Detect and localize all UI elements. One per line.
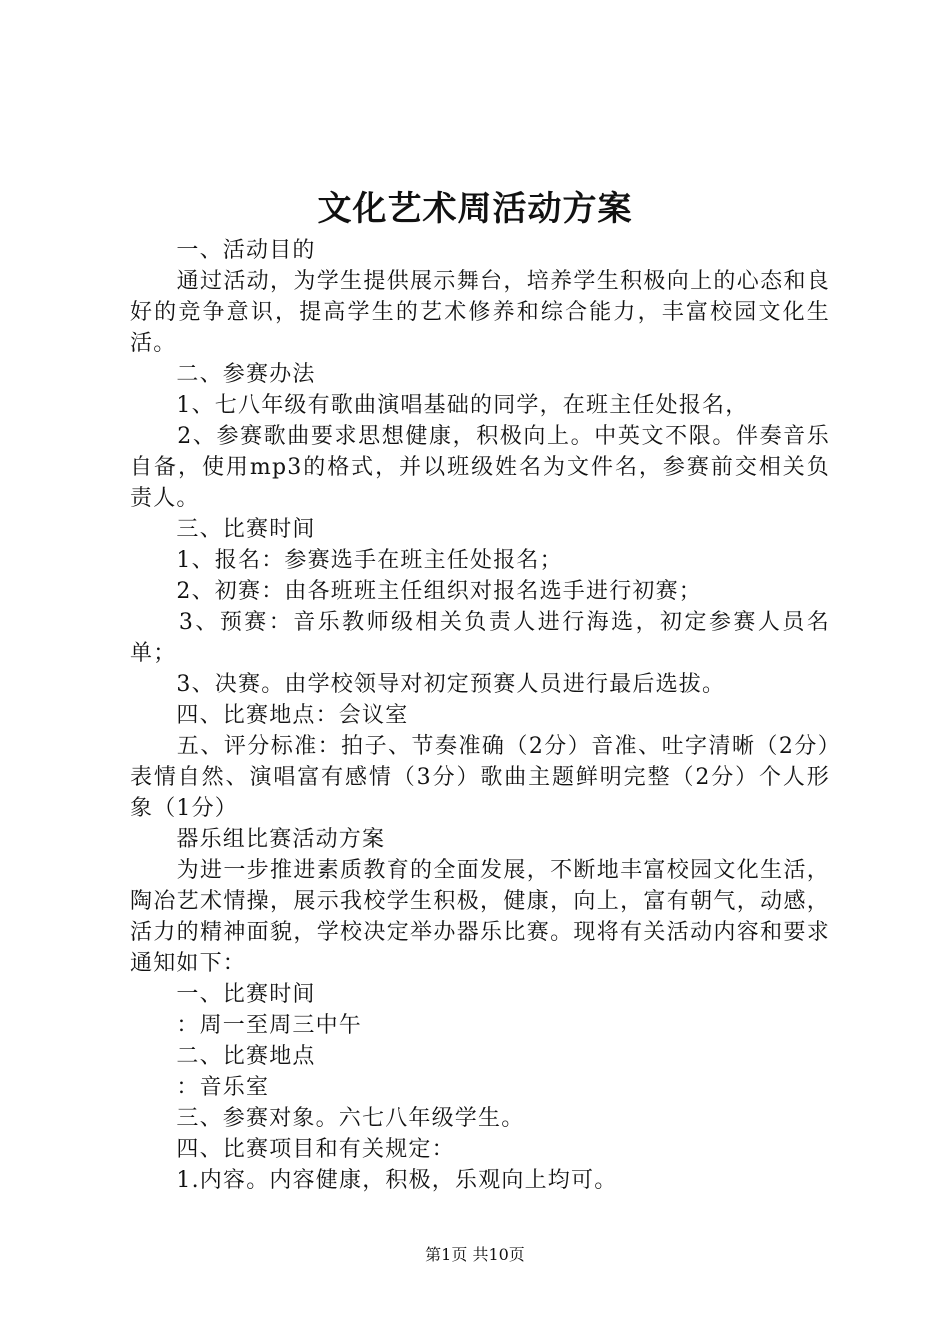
paragraph: 器乐组比赛活动方案 (130, 827, 386, 852)
paragraph: 四、比赛项目和有关规定： (130, 1137, 455, 1162)
page-number: 第1页 共10页 (425, 1245, 525, 1264)
paragraph: 一、比赛时间 (130, 982, 316, 1007)
paragraph: 3、决赛。由学校领导对初定预赛人员进行最后选拔。 (130, 672, 726, 697)
paragraph: 1、七八年级有歌曲演唱基础的同学，在班主任处报名， (130, 393, 749, 418)
paragraph: 四、比赛地点：会议室 (130, 703, 409, 728)
document-body (130, 235, 830, 1196)
paragraph: 一、活动目的 (130, 238, 316, 263)
paragraph: 通过活动，为学生提供展示舞台，培养学生积极向上的心态和良好的竞争意识，提高学生的艺术修养和综合能力，丰富校园文化生活。 (130, 269, 830, 356)
paragraph: 三、比赛时间 (130, 517, 316, 542)
paragraph: 2、参赛歌曲要求思想健康，积极向上。中英文不限。伴奏音乐自备，使用mp3的格式，并以班级姓名为文件名，参赛前交相关负责人。 (130, 424, 830, 511)
paragraph: ：音乐室 (130, 1075, 270, 1100)
paragraph: 1、报名：参赛选手在班主任处报名； (130, 548, 563, 573)
paragraph: 为进一步推进素质教育的全面发展，不断地丰富校园文化生活，陶冶艺术情操，展示我校学生积极，健康，向上，富有朝气，动感，活力的精神面貌，学校决定举办器乐比赛。现将有关活动内容和要求通知如下： (130, 858, 830, 976)
paragraph: 三、参赛对象。六七八年级学生。 (130, 1106, 525, 1131)
paragraph: 1.内容。内容健康，积极，乐观向上均可。 (130, 1168, 618, 1193)
document-title: 文化艺术周活动方案 (317, 189, 633, 229)
paragraph: 二、比赛地点 (130, 1044, 316, 1069)
paragraph: 2、初赛：由各班班主任组织对报名选手进行初赛； (130, 579, 702, 604)
paragraph: ：周一至周三中午 (130, 1013, 363, 1038)
paragraph: 3、预赛：音乐教师级相关负责人进行海选，初定参赛人员名单； (130, 610, 830, 666)
paragraph: 五、评分标准：拍子、节奏准确（2分）音准、吐字清晰（2分）表情自然、演唱富有感情（3分）歌曲主题鲜明完整（2分）个人形象（1分） (130, 734, 830, 821)
paragraph: 二、参赛办法 (130, 362, 316, 387)
